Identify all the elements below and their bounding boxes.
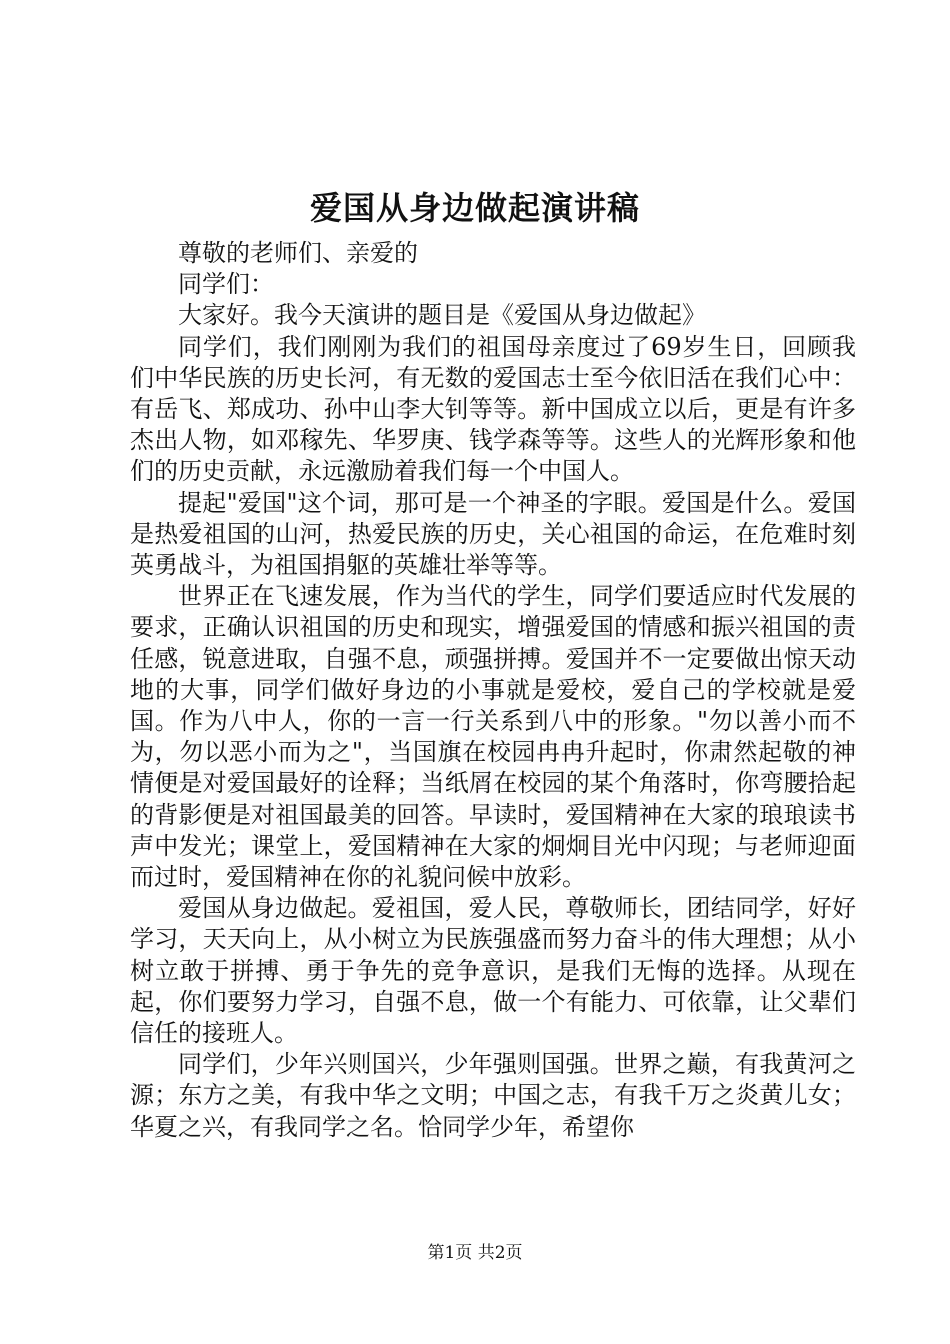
salutation-line-1: 尊敬的老师们、亲爱的 [178,239,418,267]
salutation-line-2: 同学们： [178,270,274,299]
body-paragraph: 提起"爱国"这个词，那可是一个神圣的字眼。爱国是什么。爱国是热爱祖国的山河，热爱民族的历史，关心祖国的命运，在危难时刻英勇战斗，为祖国捐躯的英雄壮举等等。 [130,488,856,580]
body-paragraph: 同学们，少年兴则国兴，少年强则国强。世界之巅，有我黄河之源；东方之美，有我中华之文明；中国之志，有我千万之炎黄儿女；华夏之兴，有我同学之名。恰同学少年，希望你 [130,1050,856,1141]
body-paragraph: 世界正在飞速发展，作为当代的学生，同学们要适应时代发展的要求，正确认识祖国的历史和现实，增强爱国的情感和振兴祖国的责任感，锐意进取，自强不息，顽强拼搏。爱国并不一定要做出惊天动地的大事，同学们做好身边的小事就是爱校，爱自己的学校就是爱国。作为八中人，你的一言一行关系到八中的形象。"勿以善小而不为，勿以恶小而为之"，当国旗在校园冉冉升起时，你肃然起敬的神情便是对爱国最好的诠释；当纸屑在校园的某个角落时，你弯腰拾起的背影便是对祖国最美的回答。早读时，爱国精神在大家的琅琅读书声中发光；课堂上，爱国精神在大家的炯炯目光中闪现；与老师迎面而过时，爱国精神在你的礼貌问候中放彩。 [130,582,856,892]
greeting-paragraph: 大家好。我今天演讲的题目是《爱国从身边做起》 [178,301,706,330]
page-footer: 第1页 共2页 [427,1243,523,1263]
body-paragraph: 爱国从身边做起。爱祖国，爱人民，尊敬师长，团结同学，好好学习，天天向上，从小树立为民族强盛而努力奋斗的伟大理想；从小树立敢于拼搏、勇于争先的竞争意识，是我们无悔的选择。从现在起，你们要努力学习，自强不息，做一个有能力、可依靠，让父辈们信任的接班人。 [130,894,856,1048]
document-body [130,238,856,1143]
body-paragraph: 同学们，我们刚刚为我们的祖国母亲度过了69岁生日，回顾我们中华民族的历史长河，有无数的爱国志士至今依旧活在我们心中：有岳飞、郑成功、孙中山李大钊等等。新中国成立以后，更是有许多杰出人物，如邓稼先、华罗庚、钱学森等等。这些人的光辉形象和他们的历史贡献，永远激励着我们每一个中国人。 [130,332,856,486]
document-title: 爱国从身边做起演讲稿 [309,189,640,227]
